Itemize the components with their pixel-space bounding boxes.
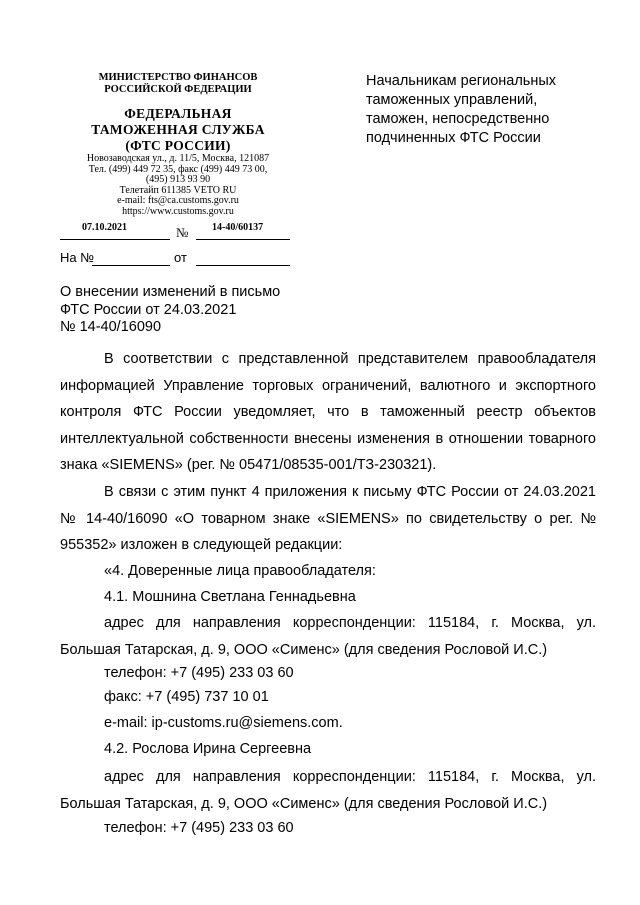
fax-line: факс: +7 (495) 737 10 01 [104,689,269,705]
ref-date-label: от [174,250,187,265]
contact-line: (495) 913 93 90 [145,174,211,186]
phone-line: телефон: +7 (495) 233 03 60 [104,820,294,836]
paragraph-text: адрес для направления корреспонденции: 115184, г. Москва, ул. Большая Татарская, д. 9, ООО «Сименс» (для сведения Рословой И.С.) [60,769,596,812]
body-paragraph [60,610,596,663]
addressee-line: таможен, непосредственно [366,111,550,127]
trustee-name: 4.2. Рослова Ирина Сергеевна [104,741,312,757]
ref-number-underline [92,265,170,266]
trustee-name: 4.1. Мошнина Светлана Геннадьевна [104,589,356,605]
contact-block [58,154,298,218]
addressee-block [366,72,606,148]
ref-date-underline [196,265,290,266]
subject-line: О внесении изменений в письмо [60,284,281,300]
ministry-line: МИНИСТЕРСТВО ФИНАНСОВ [98,72,258,83]
contact-line: Новозаводская ул., д. 11/5, Москва, 121087 [86,153,270,164]
contact-line: Тел. (499) 449 72 35, факс (499) 449 73 00, [88,163,268,175]
paragraph-text: В связи с этим пункт 4 приложения к письму ФТС России от 24.03.2021 № 14-40/16090 «О товарном знаке «SIEMENS» по свидетельству о рег. № 955352» изложен в следующей редакции: [60,484,596,553]
letter-subject [60,284,280,337]
addressee-line: таможенных управлений, [366,92,538,108]
service-line: ТАМОЖЕННАЯ СЛУЖБА [91,122,265,137]
trustees-heading: «4. Доверенные лица правообладателя: [104,563,376,579]
body-paragraph [60,479,596,559]
contact-line: https://www.customs.gov.ru [122,205,234,217]
paragraph-text: адрес для направления корреспонденции: 115184, г. Москва, ул. Большая Татарская, д. 9, ООО «Сименс» (для сведения Рословой И.С.) [60,615,596,658]
contact-line: e-mail: fts@ca.customs.gov.ru [117,195,239,207]
outgoing-date: 07.10.2021 [82,222,127,233]
addressee-line: Начальникам региональных [366,73,557,89]
service-name [58,106,298,154]
outgoing-number: 14-40/60137 [212,222,264,233]
service-line: (ФТС РОССИИ) [125,138,231,153]
number-underline [196,239,290,240]
number-sign: № [176,225,189,240]
email-line: e-mail: ip-customs.ru@siemens.com. [104,715,343,731]
ref-number-label: На № [60,250,95,265]
addressee-line: подчиненных ФТС России [366,130,541,146]
paragraph-text: В соответствии с представленной представителем правообладателя информацией Управление торговых ограничений, валютного и экспортного контроля ФТС России уведомляет, что в таможенный реестр объектов интеллектуальной собственности внесены изменения в отношении товарного знака «SIEMENS» (рег. № 05471/08535-001/ТЗ-230321). [60,351,596,473]
subject-line: ФТС России от 24.03.2021 [60,301,237,318]
ministry-name [58,72,298,96]
date-underline [60,239,170,240]
body-paragraph [60,764,596,817]
body-paragraph [60,346,596,479]
ministry-line: РОССИЙСКОЙ ФЕДЕРАЦИИ [104,84,252,95]
service-line: ФЕДЕРАЛЬНАЯ [124,106,232,121]
subject-line: № 14-40/16090 [60,319,162,335]
phone-line: телефон: +7 (495) 233 03 60 [104,665,294,681]
contact-line: Телетайп 611385 VETO RU [119,184,237,196]
